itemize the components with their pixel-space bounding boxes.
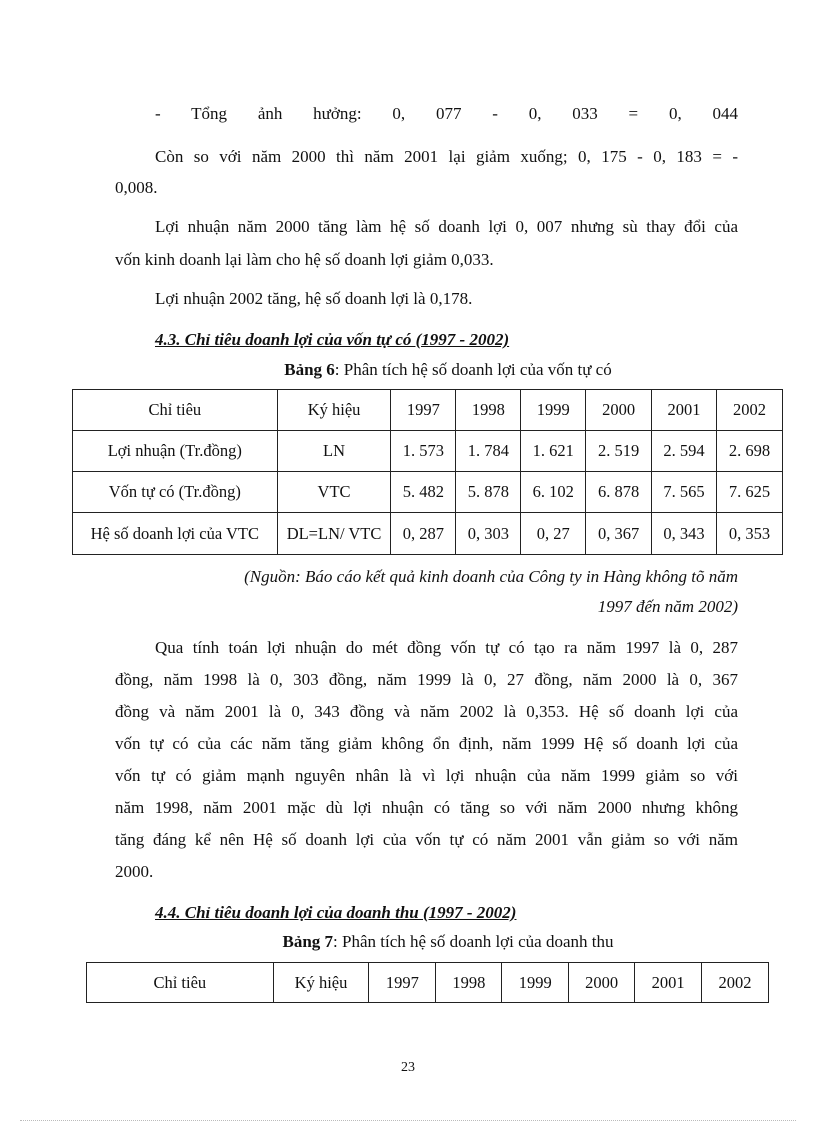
table-cell: 0, 367: [586, 513, 652, 555]
table-caption-6: [0, 360, 816, 380]
header-cell: 1997: [369, 963, 436, 1003]
header-cell: 1998: [436, 963, 502, 1003]
table-cell: 6. 102: [521, 472, 586, 513]
table-cell: LN: [277, 431, 391, 472]
paragraph-analysis-line7: tăng đáng kể nên Hệ số doanh lợi của vốn tự có năm 2001 vẫn giảm so với năm: [115, 830, 738, 849]
table-cell: 7. 565: [652, 472, 717, 513]
table-7: [86, 962, 769, 1003]
table-caption-7: [0, 932, 816, 952]
table-cell: Lợi nhuận (Tr.đồng): [73, 431, 278, 472]
paragraph-2002: Lợi nhuận 2002 tăng, hệ số doanh lợi là 0,178.: [155, 289, 473, 308]
paragraph-analysis-line8: 2000.: [115, 862, 154, 881]
table-cell: 2. 594: [652, 431, 717, 472]
caption-text: : Phân tích hệ số doanh lợi của doanh thu: [333, 932, 614, 951]
paragraph-2001-line2: 0,008.: [115, 178, 158, 197]
header-cell: Chỉ tiêu: [87, 963, 274, 1003]
table-header-row: [87, 963, 769, 1003]
header-cell: 2001: [635, 963, 702, 1003]
header-cell: 1997: [391, 390, 456, 431]
table-cell: 6. 878: [586, 472, 652, 513]
table-cell: 5. 878: [456, 472, 521, 513]
table-cell: 1. 621: [521, 431, 586, 472]
table-cell: Vốn tự có (Tr.đồng): [73, 472, 278, 513]
table-cell: 7. 625: [717, 472, 783, 513]
paragraph-analysis-line4: vốn tự có của các năm tăng giảm không ổn định, năm 1999 Hệ số doanh lợi của: [115, 734, 738, 753]
paragraph-total-effect: - Tổng ảnh hưởng: 0, 077 - 0, 033 = 0, 044: [155, 104, 738, 123]
table-cell: 0, 287: [391, 513, 456, 555]
table-header-row: [73, 390, 783, 431]
paragraph-analysis-line5: vốn tự có giảm mạnh nguyên nhân là vì lợi nhuận của năm 1999 giảm so với: [115, 766, 738, 785]
header-cell: Ký hiệu: [277, 390, 391, 431]
caption-label: Bảng 6: [284, 360, 335, 379]
table-cell: 2. 519: [586, 431, 652, 472]
table-cell: 0, 27: [521, 513, 586, 555]
header-cell: 2001: [652, 390, 717, 431]
table-cell: 0, 343: [652, 513, 717, 555]
table-cell: VTC: [277, 472, 391, 513]
page-divider: [20, 1120, 796, 1121]
table-source-line2: 1997 đến năm 2002): [597, 597, 738, 616]
table-cell: DL=LN/ VTC: [277, 513, 391, 555]
caption-text: : Phân tích hệ số doanh lợi của vốn tự có: [334, 360, 612, 379]
paragraph-analysis-line3: đồng và năm 2001 là 0, 343 đồng và năm 2002 là 0,353. Hệ số doanh lợi của: [115, 702, 738, 721]
paragraph-2000-line2: vốn kinh doanh lại làm cho hệ số doanh lợi giảm 0,033.: [115, 250, 494, 269]
paragraph-analysis-line1: Qua tính toán lợi nhuận do mét đồng vốn tự có tạo ra năm 1997 là 0, 287: [155, 638, 738, 657]
paragraph-2000-line1: Lợi nhuận năm 2000 tăng làm hệ số doanh lợi 0, 007 nhưng sù thay đổi của: [155, 217, 738, 236]
table-cell: 2. 698: [717, 431, 783, 472]
page-number: 23: [401, 1060, 415, 1075]
header-cell: 2002: [702, 963, 769, 1003]
table-cell: 5. 482: [391, 472, 456, 513]
section-heading-4-3: 4.3. Chỉ tiêu doanh lợi của vốn tự có (1997 - 2002): [155, 330, 510, 349]
section-heading-4-4: 4.4. Chỉ tiêu doanh lợi của doanh thu (1997 - 2002): [155, 903, 517, 922]
table-cell: 1. 784: [456, 431, 521, 472]
header-cell: 1999: [502, 963, 569, 1003]
table-row: [73, 513, 783, 555]
header-cell: 1998: [456, 390, 521, 431]
table-cell: 1. 573: [391, 431, 456, 472]
caption-label: Bảng 7: [282, 932, 334, 951]
paragraph-2001-line1: Còn so với năm 2000 thì năm 2001 lại giảm xuống; 0, 175 - 0, 183 = -: [155, 147, 738, 166]
table-cell: 0, 353: [717, 513, 783, 555]
paragraph-analysis-line6: năm 1998, năm 2001 mặc dù lợi nhuận có tăng so với năm 2000 nhưng không: [115, 798, 738, 817]
table-cell: Hệ số doanh lợi của VTC: [73, 513, 278, 555]
table-6: [72, 389, 783, 555]
paragraph-analysis-line2: đồng, năm 1998 là 0, 303 đồng, năm 1999 là 0, 27 đồng, năm 2000 là 0, 367: [115, 670, 738, 689]
header-cell: 2000: [586, 390, 652, 431]
table-cell: 0, 303: [456, 513, 521, 555]
header-cell: Chỉ tiêu: [73, 390, 278, 431]
header-cell: 2002: [717, 390, 783, 431]
header-cell: Ký hiệu: [273, 963, 369, 1003]
header-cell: 1999: [521, 390, 586, 431]
header-cell: 2000: [569, 963, 635, 1003]
table-source-line1: (Nguồn: Báo cáo kết quả kinh doanh của Công ty in Hàng không tõ năm: [244, 567, 738, 586]
table-row: [73, 431, 783, 472]
table-row: [73, 472, 783, 513]
